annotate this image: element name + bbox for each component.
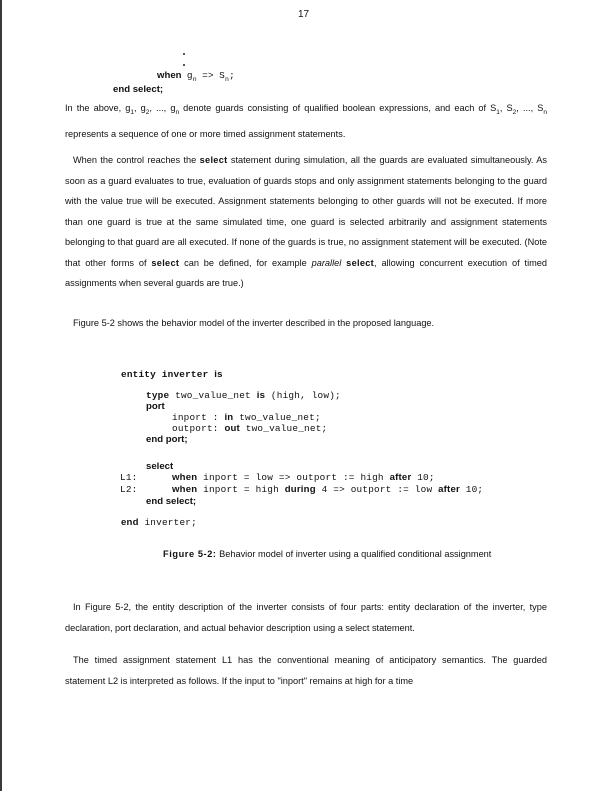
code-port-line: port [146, 401, 165, 412]
code-type-line: type two_value_net is (high, low); [146, 390, 341, 401]
paragraph-l1-l2-semantics: The timed assignment statement L1 has the conventional meaning of anticipatory semantics. The guarded statement L2 is interpreted as follows. If the input to "inport" remains at high for a time [65, 655, 547, 686]
paragraph-entity-parts: In Figure 5-2, the entity description of the inverter consists of four parts: entity declaration of the inverter, type declaration, port declaration, and actual behavior description using a select statement. [65, 602, 547, 633]
ellipsis-dot [183, 53, 185, 55]
select-when-line: when $g_n => S_n$; [157, 70, 235, 83]
paragraph-select-semantics: When the control reaches the select statement during simulation, all the guards are evaluated simultaneously. As soon as a guard evaluates to true, evaluation of guards stops and only assignment statements belonging to the guard with the value true will be executed. Assignment statements belonging to other guards will not be executed. If more than one guard is true at the same simulated time, one guard is selected arbitrarily and assignment statements belonging to that guard are all executed. If none of the guards is true, no assignment statement will be executed. (Note that other forms of select can be defined, for example parallel select, allowing concurrent execution of timed assignments when several guards are true.) [65, 155, 547, 288]
code-l2-line: when inport = high during 4 => outport := low after 10; [172, 484, 484, 495]
code-select-line: select [146, 461, 174, 472]
code-l1-label: L1: [120, 472, 138, 483]
ellipsis-dot [183, 64, 185, 66]
page-left-edge [0, 0, 2, 791]
code-endport-line: end port; [146, 434, 188, 445]
code-outport-line: outport: out two_value_net; [172, 423, 328, 434]
code-entity-line: entity inverter is [121, 369, 223, 380]
page-number: 17 [298, 9, 310, 20]
code-l1-line: when inport = low => outport := high after 10; [172, 472, 435, 483]
code-inport-line: inport : in two_value_net; [172, 412, 321, 423]
figure-caption: Figure 5-2: Behavior model of inverter using a qualified conditional assignment [163, 549, 492, 559]
paragraph-figure-intro: Figure 5-2 shows the behavior model of the inverter described in the proposed language. [73, 318, 435, 328]
code-l2-label: L2: [120, 484, 138, 495]
code-endentity-line: end inverter; [121, 517, 197, 528]
paragraph-guards-definition: In the above, $g_1$, $g_2$, ..., $g_n$ denote guards consisting of qualified boolean expressions, and each of $S_1$, $S_2$, ..., $S_n$ represents a sequence of one or more timed assignment statements. [65, 103, 547, 139]
code-endselect-line: end select; [146, 496, 197, 507]
end-select-line: end select; [113, 84, 164, 95]
